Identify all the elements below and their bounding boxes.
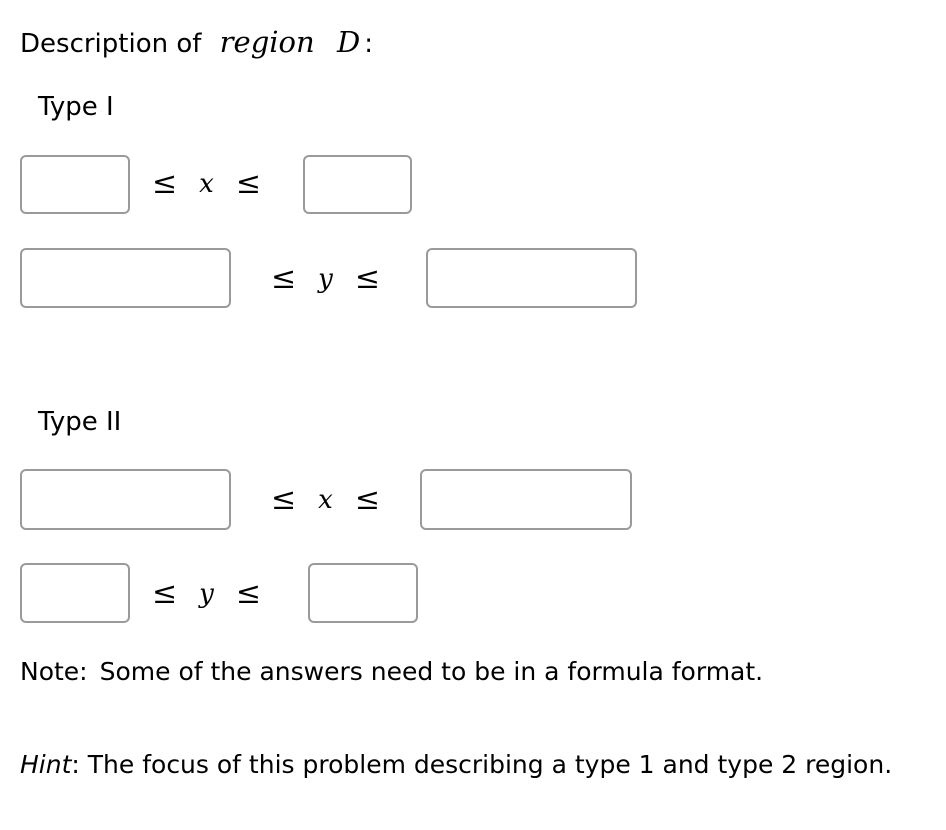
type-2-y-variable: y xyxy=(199,579,214,609)
type-2-y-inequality xyxy=(152,576,261,611)
note-label: Note: xyxy=(20,657,88,686)
type-1-y-upper-input[interactable] xyxy=(426,248,637,308)
type-1-y-rel-right: ≤ xyxy=(354,261,380,296)
type-2-x-rel-right: ≤ xyxy=(354,482,380,517)
type-2-y-rel-right: ≤ xyxy=(235,576,261,611)
type-2-x-variable: x xyxy=(318,485,333,515)
heading-colon: : xyxy=(364,29,373,59)
type-1-y-inequality xyxy=(271,261,380,296)
type-1-y-rel-left: ≤ xyxy=(271,261,297,296)
type-2-y-upper-input[interactable] xyxy=(308,563,418,623)
format-note xyxy=(20,656,763,688)
type-2-x-rel-left: ≤ xyxy=(271,482,297,517)
type-1-y-lower-input[interactable] xyxy=(20,248,231,308)
hint-text: : The focus of this problem describing a type 1 and type 2 region. xyxy=(71,750,893,779)
heading-math-region: region xyxy=(219,25,315,59)
type-1-x-variable: x xyxy=(199,169,214,199)
type-2-x-inequality xyxy=(271,482,380,517)
type-1-y-variable: y xyxy=(318,264,333,294)
heading-region-symbol: D xyxy=(336,25,361,59)
note-text: Some of the answers need to be in a formula format. xyxy=(99,657,764,686)
type-1-x-rel-right: ≤ xyxy=(235,166,261,201)
hint-label: Hint xyxy=(20,750,72,779)
type-2-x-upper-input[interactable] xyxy=(420,469,632,530)
region-description-heading xyxy=(20,22,373,64)
problem-hint xyxy=(20,749,892,781)
type-2-x-lower-input[interactable] xyxy=(20,469,231,530)
heading-text: Description of xyxy=(20,29,202,59)
type-1-x-upper-input[interactable] xyxy=(303,155,412,214)
type-2-label: Type II xyxy=(38,407,122,437)
type-1-x-lower-input[interactable] xyxy=(20,155,130,214)
type-1-x-rel-left: ≤ xyxy=(152,166,178,201)
type-2-y-lower-input[interactable] xyxy=(20,563,130,623)
type-2-y-rel-left: ≤ xyxy=(152,576,178,611)
type-1-label: Type I xyxy=(38,92,114,122)
type-1-x-inequality xyxy=(152,166,261,201)
